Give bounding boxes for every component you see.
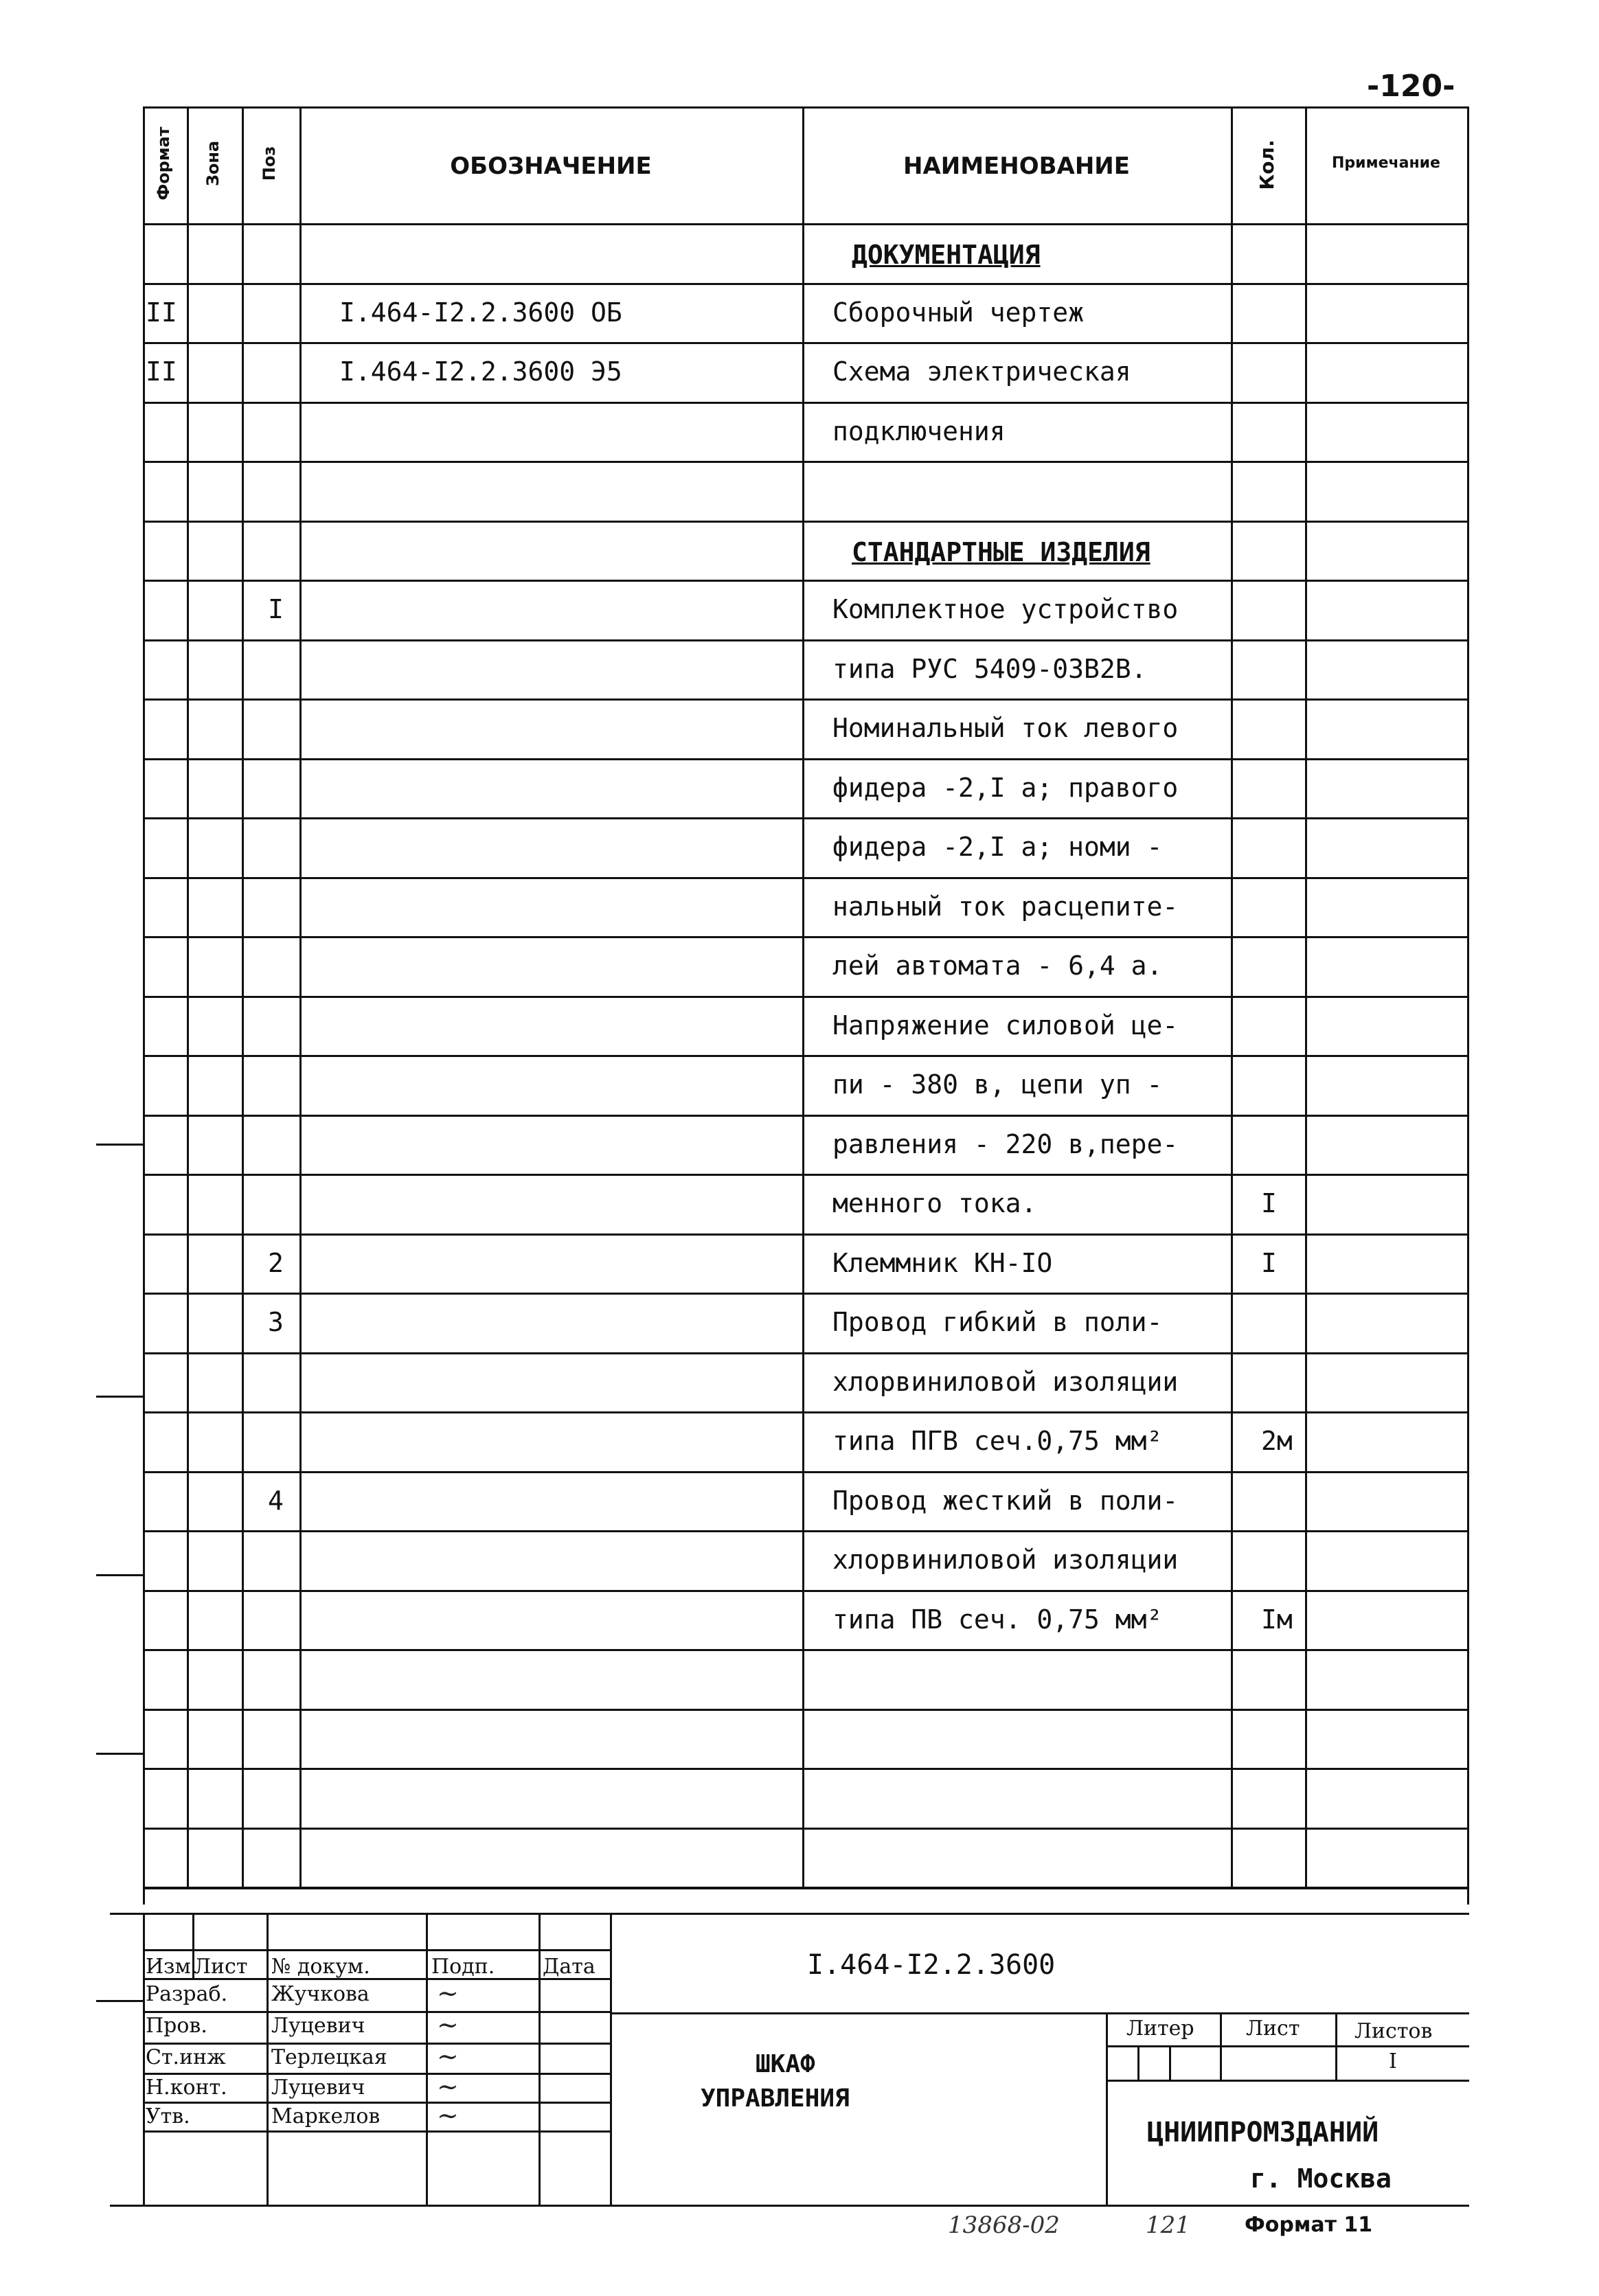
tb-role: Пров. [146, 2014, 207, 2038]
tb-vline-left [143, 1913, 145, 2207]
cell-designation: I.464-I2.2.3600 ОБ [339, 297, 622, 328]
cell-designation: I.464-I2.2.3600 Э5 [339, 356, 622, 387]
cell-name: менного тока. [832, 1188, 1037, 1218]
tb-line-liter [1106, 2045, 1469, 2047]
header-format: Формат [154, 126, 173, 201]
tb-person: Луцевич [271, 2076, 365, 2100]
cell-pos: 2 [268, 1248, 284, 1278]
tb-person: Маркелов [271, 2104, 381, 2128]
row-divider [143, 1352, 1469, 1354]
page-number: -120- [1367, 69, 1455, 104]
tb-org-city: г. Москва [1250, 2163, 1392, 2194]
row-divider [143, 758, 1469, 760]
footer-page-ref: 121 [1146, 2212, 1190, 2239]
cell-name: хлорвиниловой изоляции [832, 1545, 1179, 1575]
cell-name: Провод жесткий в поли- [832, 1486, 1179, 1516]
row-divider [143, 342, 1469, 344]
margin-tick [96, 1144, 143, 1146]
signature-mark: ~ [437, 2010, 459, 2040]
tb-col-docnum: № докум. [271, 1955, 370, 1979]
tb-col-list: Лист [194, 1955, 248, 1979]
tb-title-line2: УПРАВЛЕНИЯ [701, 2084, 850, 2113]
tb-top-line [143, 1887, 1469, 1889]
frame-top-line [143, 106, 1469, 109]
signature-mark: ~ [437, 2071, 459, 2102]
footer-stamp-number: 13868-02 [948, 2212, 1060, 2239]
tb-vline-b [266, 1913, 269, 2207]
tb-role: Ст.инж [146, 2045, 226, 2069]
cell-name: Клеммник КН-IO [832, 1248, 1053, 1278]
tb-title-line1: ШКАФ [756, 2050, 815, 2078]
tb-sheets-value: I [1389, 2049, 1397, 2073]
row-divider [143, 1471, 1469, 1473]
cell-qty: I [1261, 1248, 1277, 1278]
tb-vline-i [1137, 2045, 1139, 2080]
cell-name: пи - 380 в, цепи уп - [832, 1069, 1163, 1100]
tb-bottom-line [110, 2205, 1469, 2207]
tb-vline-c [426, 1913, 428, 2207]
cell-name: Номинальный ток левого [832, 713, 1179, 743]
cell-name: типа РУС 5409-03В2В. [832, 654, 1147, 684]
cell-name: Комплектное устройство [832, 594, 1179, 624]
tb-col-izm: Изм [146, 1955, 191, 1979]
section-heading: СТАНДАРТНЫЕ ИЗДЕЛИЯ [852, 537, 1150, 567]
row-divider [143, 1828, 1469, 1830]
cell-format: II [146, 356, 177, 387]
header-zone: Зона [203, 140, 223, 187]
row-divider [143, 817, 1469, 819]
tb-line-liter2 [1106, 2080, 1469, 2082]
tb-vline-j [1169, 2045, 1171, 2080]
header-bottom-line [143, 223, 1469, 225]
tb-org-name: ЦНИИПРОМЗДАНИЙ [1147, 2117, 1379, 2148]
row-divider [143, 1115, 1469, 1117]
tb-vline-h [1335, 2012, 1337, 2080]
tb-line-1 [110, 1913, 1469, 1915]
row-divider [143, 1530, 1469, 1532]
row-divider [143, 402, 1469, 404]
cell-name: типа ПГВ сеч.0,75 мм² [832, 1426, 1163, 1456]
row-divider [143, 521, 1469, 523]
row-divider [143, 1234, 1469, 1236]
tb-role: Разраб. [146, 1982, 228, 2006]
tb-line-mid [610, 2012, 1469, 2014]
cell-qty: Iм [1261, 1604, 1293, 1635]
margin-tick [96, 2000, 143, 2002]
row-divider [143, 1709, 1469, 1711]
cell-name: Сборочный чертеж [832, 297, 1085, 328]
margin-tick [96, 1396, 143, 1398]
cell-name: лей автомата - 6,4 а. [832, 951, 1163, 981]
cell-format: II [146, 297, 177, 328]
header-name: НАИМЕНОВАНИЕ [903, 152, 1130, 180]
row-divider [143, 283, 1469, 285]
tb-vline-f [1106, 2012, 1108, 2207]
tb-col-date: Дата [543, 1955, 596, 1979]
row-divider [143, 1174, 1469, 1176]
footer-format-label: Формат 11 [1245, 2213, 1373, 2237]
row-divider [143, 1768, 1469, 1770]
tb-role: Н.конт. [146, 2076, 227, 2100]
row-divider [143, 877, 1469, 879]
tb-vline-e [610, 1913, 612, 2207]
cell-name: Напряжение силовой це- [832, 1010, 1179, 1041]
margin-tick [96, 1753, 143, 1755]
row-divider [143, 639, 1469, 641]
frame-right-line [1467, 106, 1469, 1905]
signature-mark: ~ [437, 1978, 459, 2008]
cell-name: равления - 220 в,пере- [832, 1129, 1179, 1159]
row-divider [143, 1411, 1469, 1413]
section-heading: ДОКУМЕНТАЦИЯ [852, 240, 1041, 270]
row-divider [143, 1293, 1469, 1295]
frame-left-line [143, 106, 145, 1905]
tb-doc-code: I.464-I2.2.3600 [807, 1949, 1056, 1981]
row-divider [143, 936, 1469, 938]
row-divider [143, 1649, 1469, 1651]
cell-name: нальный ток расцепите- [832, 891, 1179, 922]
tb-person: Терлецкая [271, 2045, 387, 2069]
tb-sheet-label: Лист [1246, 2016, 1300, 2041]
row-divider [143, 698, 1469, 701]
margin-tick [96, 1574, 143, 1576]
cell-pos: 4 [268, 1486, 284, 1516]
tb-role: Утв. [146, 2104, 190, 2128]
row-divider [143, 1055, 1469, 1057]
cell-name: подключения [832, 416, 1006, 446]
row-divider [143, 580, 1469, 582]
row-divider [143, 1590, 1469, 1592]
tb-liter-label: Литер [1126, 2016, 1194, 2041]
cell-name: Схема электрическая [832, 356, 1131, 387]
cell-name: фидера -2,I а; правого [832, 773, 1179, 803]
signature-mark: ~ [437, 2041, 459, 2071]
cell-pos: I [268, 594, 284, 624]
row-divider [143, 461, 1469, 463]
cell-pos: 3 [268, 1307, 284, 1337]
header-pos: Поз [260, 146, 279, 181]
header-qty: Кол. [1256, 139, 1278, 190]
tb-vline-g [1220, 2012, 1222, 2080]
tb-vline-d [538, 1913, 541, 2207]
header-note: Примечание [1332, 155, 1440, 172]
cell-qty: I [1261, 1188, 1277, 1218]
tb-col-sign: Подп. [431, 1955, 495, 1979]
cell-name: Провод гибкий в поли- [832, 1307, 1163, 1337]
header-designation: ОБОЗНАЧЕНИЕ [450, 152, 652, 180]
cell-name: хлорвиниловой изоляции [832, 1367, 1179, 1397]
signature-mark: ~ [437, 2100, 459, 2130]
cell-qty: 2м [1261, 1426, 1293, 1456]
row-divider [143, 996, 1469, 998]
tb-person: Луцевич [271, 2014, 365, 2038]
cell-name: фидера -2,I а; номи - [832, 832, 1163, 862]
cell-name: типа ПВ сеч. 0,75 мм² [832, 1604, 1163, 1635]
tb-person: Жучкова [271, 1982, 370, 2006]
tb-sheets-label: Листов [1354, 2019, 1433, 2043]
